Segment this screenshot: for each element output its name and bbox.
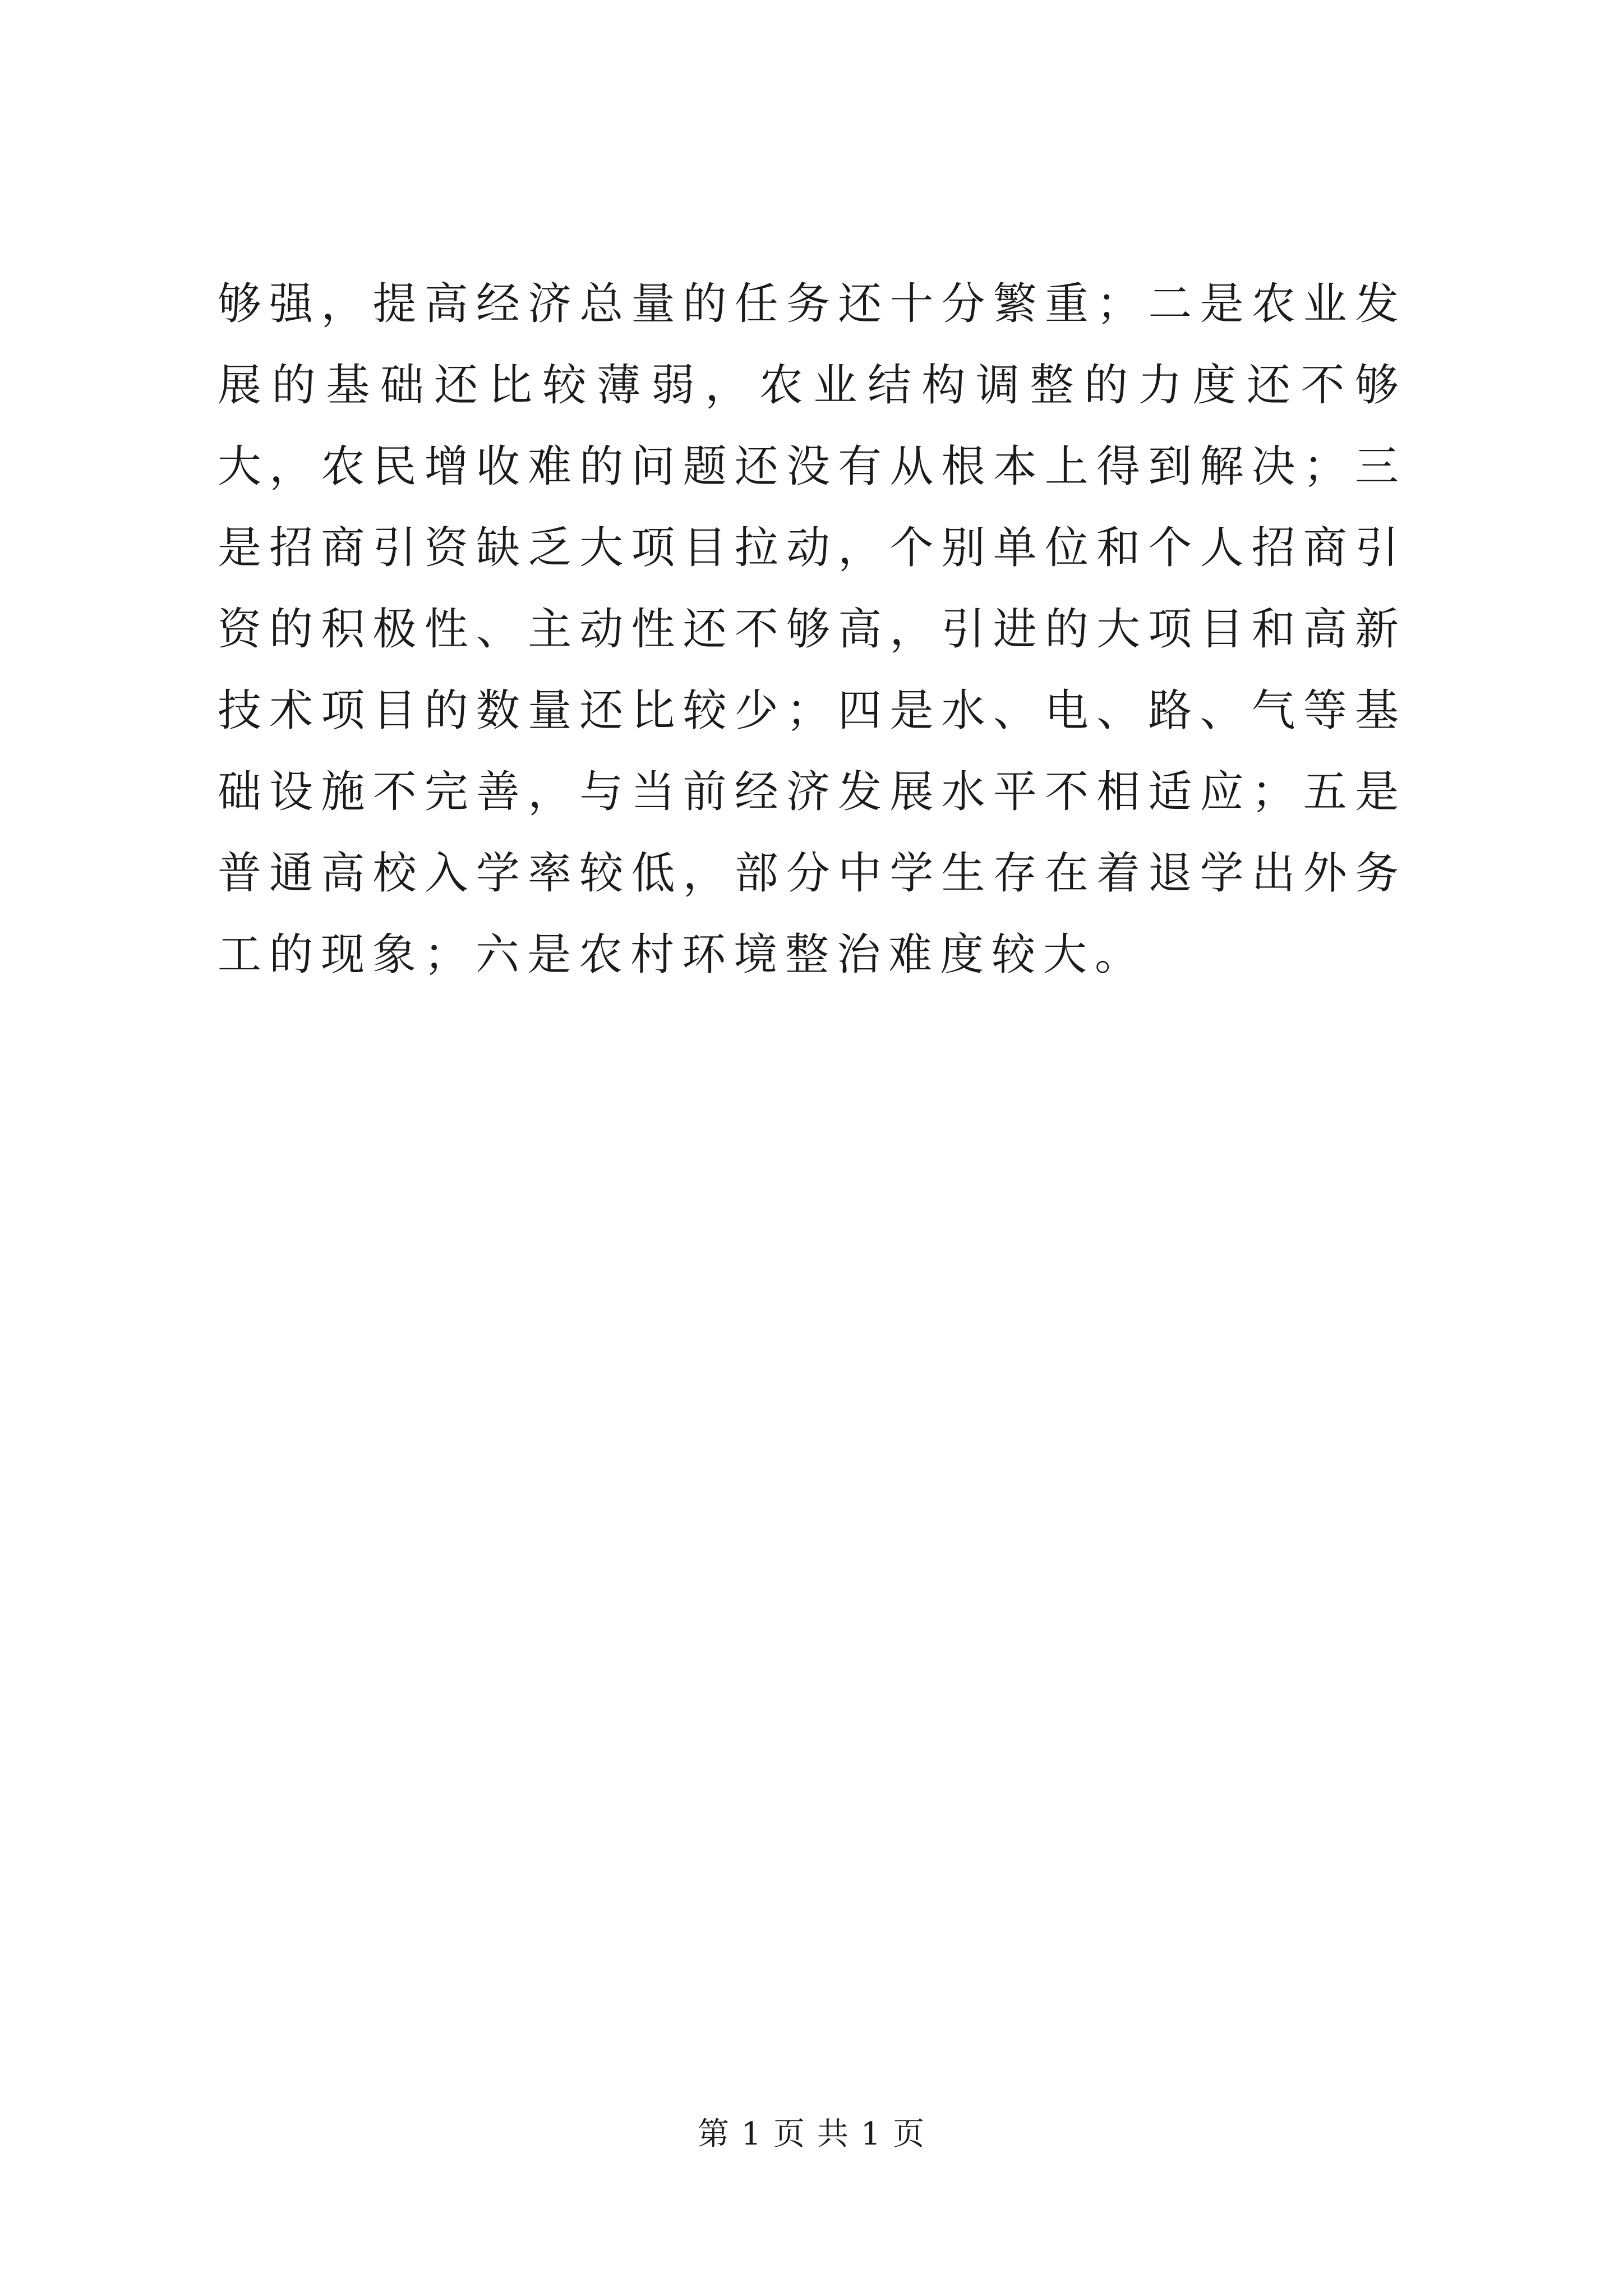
body-paragraph: 够强，提高经济总量的任务还十分繁重；二是农业发展的基础还比较薄弱，农业结构调整的力度还不够大，农民增收难的问题还没有从根本上得到解决；三是招商引资缺乏大项目拉动，个别单位和个人招商引资的积极性、主动性还不够高，引进的大项目和高新技术项目的数量还比较少；四是水、电、路、气等基础设施不完善，与当前经济发展水平不相适应；五是普通高校入学率较低，部分中学生存在着退学出外务工的现象；六是农村环境整治难度较大。 <box>218 279 1407 980</box>
page-footer: 第 1 页 共 1 页 <box>697 2116 926 2152</box>
